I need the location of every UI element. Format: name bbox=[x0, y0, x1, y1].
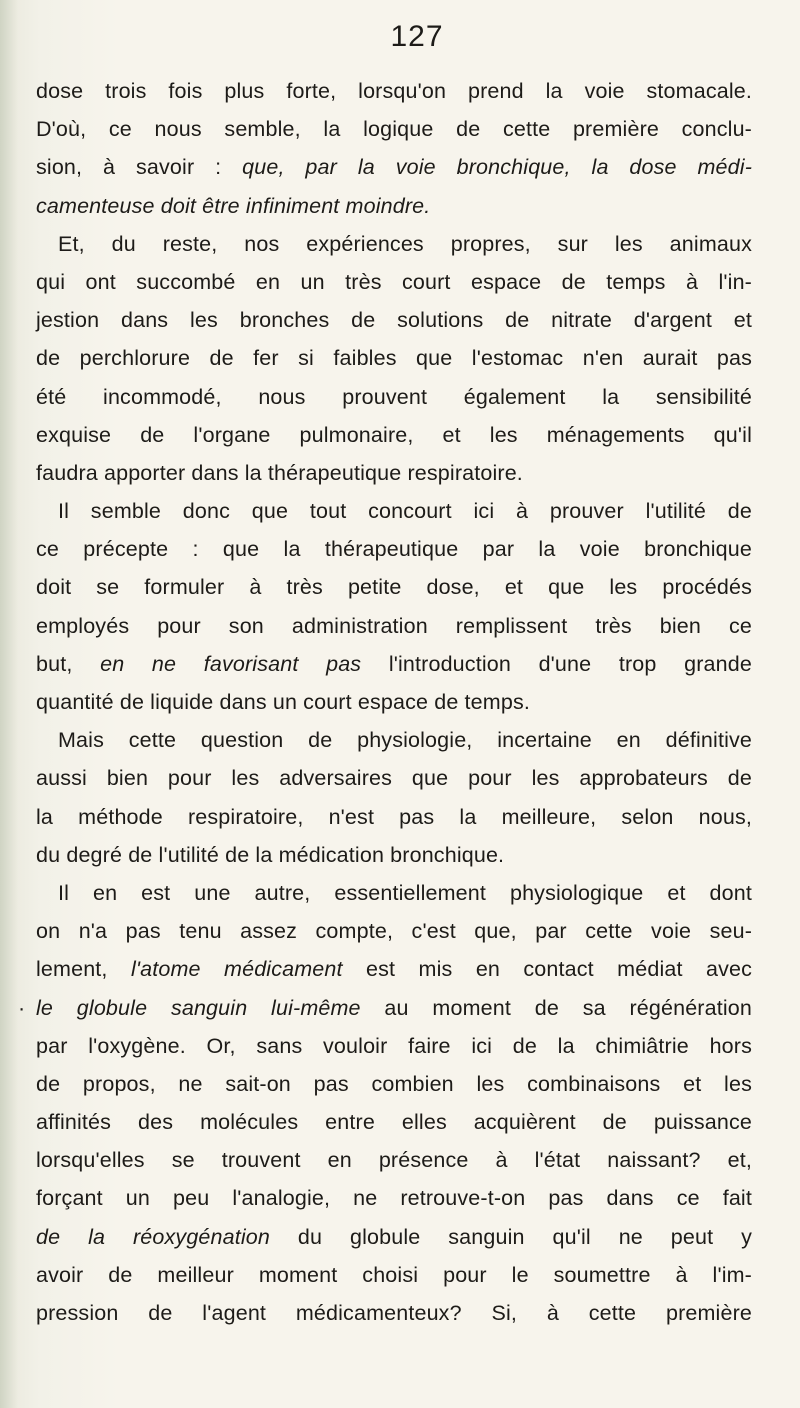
text-line bbox=[36, 950, 752, 988]
text-segment: au moment de sa régénération bbox=[360, 995, 752, 1020]
text-line bbox=[36, 1294, 752, 1332]
text-segment: du globule sanguin qu'il ne peut y bbox=[270, 1224, 753, 1249]
text-segment: exquise de l'organe pulmonaire, et les ménagements qu'il bbox=[36, 422, 752, 447]
text-line bbox=[36, 836, 752, 874]
text-line bbox=[36, 721, 752, 759]
text-segment: quantité de liquide dans un court espace de temps. bbox=[36, 690, 530, 714]
text-segment: Et, du reste, nos expériences propres, sur les animaux bbox=[58, 231, 752, 256]
text-segment: forçant un peu l'analogie, ne retrouve-t-on pas dans ce fait bbox=[36, 1186, 752, 1211]
text-segment: on n'a pas tenu assez compte, c'est que, par cette voie seu- bbox=[36, 919, 752, 944]
text-line bbox=[36, 1179, 752, 1217]
text-segment: pression de l'agent médicamenteux? Si, à cette première bbox=[36, 1301, 752, 1325]
text-line bbox=[36, 568, 752, 606]
italic-text: camenteuse doit être infiniment moindre. bbox=[36, 193, 431, 218]
text-segment: de propos, ne sait-on pas combien les combinaisons et les bbox=[36, 1071, 752, 1096]
text-line bbox=[36, 798, 752, 836]
text-segment: Mais cette question de physiologie, incertaine en définitive bbox=[58, 728, 752, 753]
text-segment: employés pour son administration remplissent très bien ce bbox=[36, 613, 752, 638]
text-segment: doit se formuler à très petite dose, et que les procédés bbox=[36, 575, 752, 600]
text-line bbox=[36, 339, 752, 377]
text-segment: ce précepte : que la thérapeutique par la voie bronchique bbox=[36, 537, 752, 562]
text-segment: Il en est une autre, essentiellement physiologique et dont bbox=[58, 880, 752, 905]
text-line bbox=[36, 912, 752, 950]
text-segment: dose trois fois plus forte, lorsqu'on prend la voie stomacale. bbox=[36, 79, 752, 103]
text-line bbox=[36, 1256, 752, 1294]
text-line bbox=[36, 874, 752, 912]
text-line bbox=[36, 1103, 752, 1141]
text-line bbox=[36, 989, 752, 1027]
text-line bbox=[36, 1218, 752, 1256]
italic-text: en ne favorisant pas bbox=[100, 651, 362, 676]
text-line bbox=[36, 607, 752, 645]
text-line bbox=[36, 530, 752, 568]
text-segment: lement, bbox=[36, 957, 131, 982]
italic-text: de la réoxygénation bbox=[36, 1224, 271, 1249]
text-line bbox=[36, 492, 752, 530]
text-segment: faudra apporter dans la thérapeutique respiratoire. bbox=[36, 460, 523, 485]
text-segment: du degré de l'utilité de la médication bronchique. bbox=[36, 842, 505, 867]
text-line bbox=[36, 263, 752, 301]
binding-shadow bbox=[0, 0, 18, 1408]
text-line bbox=[36, 1027, 752, 1065]
text-line bbox=[36, 225, 752, 263]
text-line bbox=[36, 72, 752, 110]
text-segment: qui ont succombé en un très court espace de temps à l'in- bbox=[36, 269, 752, 294]
text-segment: lorsqu'elles se trouvent en présence à l'état naissant? et, bbox=[36, 1148, 752, 1173]
text-segment: D'où, ce nous semble, la logique de cette première conclu- bbox=[36, 117, 752, 142]
text-segment: avoir de meilleur moment choisi pour le soumettre à l'im- bbox=[36, 1262, 752, 1287]
text-line bbox=[36, 301, 752, 339]
text-segment: Il semble donc que tout concourt ici à prouver l'utilité de bbox=[58, 499, 752, 524]
italic-text: l'atome médicament bbox=[130, 957, 343, 982]
text-segment: aussi bien pour les adversaires que pour les approbateurs de bbox=[36, 766, 752, 791]
italic-text: le globule sanguin lui-même bbox=[36, 995, 361, 1020]
text-line bbox=[36, 759, 752, 797]
text-line bbox=[36, 110, 752, 148]
text-segment: jestion dans les bronches de solutions de nitrate d'argent et bbox=[36, 308, 752, 333]
text-segment: but, bbox=[36, 651, 101, 676]
text-line bbox=[36, 378, 752, 416]
text-segment: est mis en contact médiat avec bbox=[342, 957, 752, 982]
italic-text: que, par la voie bronchique, la dose médi- bbox=[242, 155, 753, 180]
text-segment: par l'oxygène. Or, sans vouloir faire ici de la chimiâtrie hors bbox=[36, 1033, 752, 1058]
text-segment: de perchlorure de fer si faibles que l'estomac n'en aurait pas bbox=[36, 346, 752, 371]
text-line bbox=[36, 454, 752, 492]
text-segment: la méthode respiratoire, n'est pas la meilleure, selon nous, bbox=[36, 804, 752, 829]
body-text bbox=[36, 72, 752, 1332]
text-line bbox=[36, 645, 752, 683]
text-segment: sion, à savoir : bbox=[36, 155, 243, 180]
text-segment: affinités des molécules entre elles acquièrent de puissance bbox=[36, 1110, 752, 1135]
text-line bbox=[36, 187, 752, 225]
text-line bbox=[36, 148, 752, 186]
text-line bbox=[36, 1065, 752, 1103]
text-line bbox=[36, 416, 752, 454]
text-line bbox=[36, 1141, 752, 1179]
text-segment: été incommodé, nous prouvent également la sensibilité bbox=[36, 384, 752, 409]
text-line bbox=[36, 683, 752, 721]
text-segment: l'introduction d'une trop grande bbox=[361, 651, 752, 676]
page-number: 127 bbox=[390, 20, 444, 53]
